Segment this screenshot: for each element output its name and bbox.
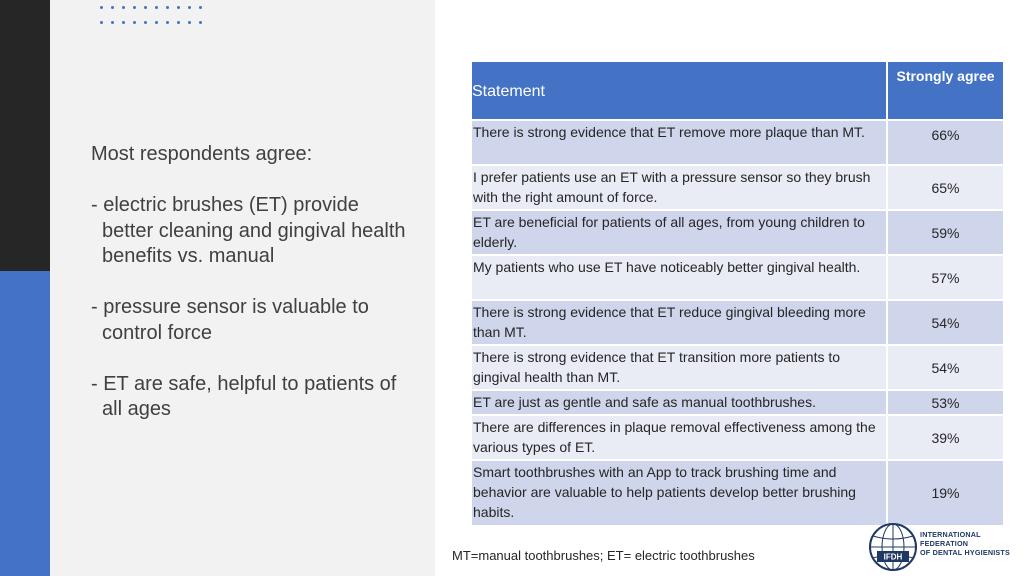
left-dark-stripe [0,0,50,271]
table-header-row [472,62,1004,120]
percent-cell: 57% [887,255,1004,300]
statement-cell: There is strong evidence that ET transition more patients to gingival health than MT. [472,345,887,390]
percent-cell: 59% [887,210,1004,255]
header-strongly-agree: Strongly agree [887,62,1004,120]
ifdh-logo [868,522,1020,572]
table-row [472,460,1004,526]
table-row [472,345,1004,390]
left-blue-stripe [0,271,50,576]
statement-cell: ET are beneficial for patients of all ages, from young children to elderly. [472,210,887,255]
summary-bullet: - pressure sensor is valuable to control force [91,296,369,344]
ifdh-globe-icon [868,522,918,572]
percent-cell: 53% [887,390,1004,415]
statement-cell: ET are just as gentle and safe as manual toothbrushes. [472,390,887,415]
logo-line-2: OF DENTAL HYGIENISTS [920,548,1010,557]
table-row [472,390,1004,415]
table-row [472,300,1004,345]
table-row [472,415,1004,460]
statement-cell: Smart toothbrushes with an App to track brushing time and behavior are valuable to help patients develop better brushing habits. [472,460,887,526]
summary-heading: Most respondents agree: [91,143,313,165]
percent-cell: 19% [887,460,1004,526]
percent-cell: 39% [887,415,1004,460]
statement-cell: My patients who use ET have noticeably better gingival health. [472,255,887,300]
table-row [472,165,1004,210]
statement-cell: I prefer patients use an ET with a pressure sensor so they brush with the right amount of force. [472,165,887,210]
table-row [472,120,1004,165]
percent-cell: 54% [887,300,1004,345]
logo-text [920,530,1020,557]
table-row [472,255,1004,300]
percent-cell: 54% [887,345,1004,390]
summary-bullet: - ET are safe, helpful to patients of all ages [91,372,397,420]
table-row [472,210,1004,255]
summary-text [91,142,411,448]
percent-cell: 65% [887,165,1004,210]
logo-mark: IFDH [883,552,903,562]
statement-cell: There is strong evidence that ET remove more plaque than MT. [472,120,887,165]
percent-cell: 66% [887,120,1004,165]
header-statement: Statement [472,62,887,120]
statement-cell: There is strong evidence that ET reduce gingival bleeding more than MT. [472,300,887,345]
footnote: MT=manual toothbrushes; ET= electric toothbrushes [452,548,755,563]
statement-cell: There are differences in plaque removal effectiveness among the various types of ET. [472,415,887,460]
summary-bullet: - electric brushes (ET) provide better cleaning and gingival health benefits vs. manual [91,194,406,267]
logo-line-1: INTERNATIONAL FEDERATION [920,530,981,548]
survey-table [472,62,1005,527]
decorative-dots [100,6,210,30]
